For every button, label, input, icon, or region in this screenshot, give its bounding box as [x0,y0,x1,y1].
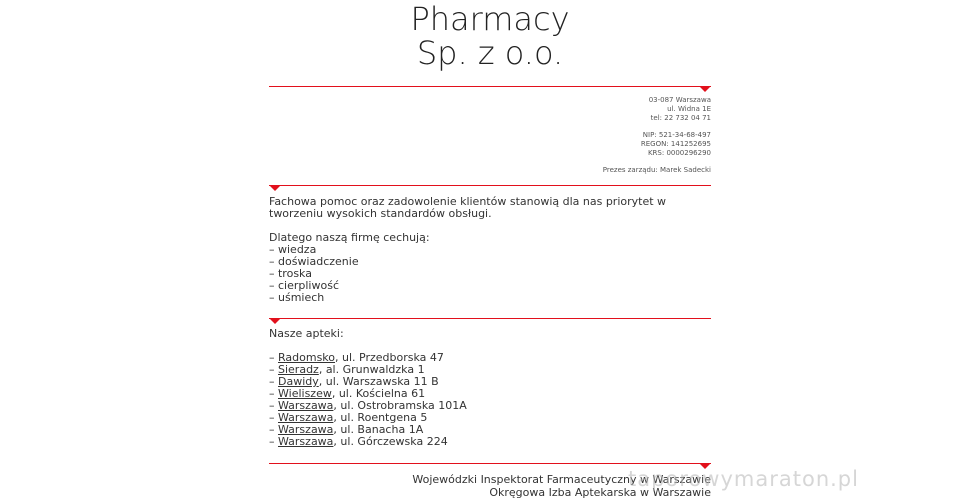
pharmacy-address: , ul. Przedborska 47 [335,351,444,364]
pharmacies-heading: Nasze apteki: [269,327,344,340]
company-name [0,2,980,70]
street-line: ul. Widna 1E [667,105,711,113]
nip-line: NIP: 521-34-68-497 [642,131,711,139]
footer-line: Okręgowa Izba Aptekarska w Warszawie [489,485,711,499]
list-item: – Sieradz, al. Grunwaldzka 1 [269,363,425,376]
contact-block [269,96,711,175]
krs-line: KRS: 0000296290 [647,149,711,157]
divider-pharmacies [269,318,711,319]
pharmacy-address: , ul. Górczewska 224 [333,435,448,448]
divider-arrow-icon [269,185,281,191]
pharmacy-link[interactable]: Warszawa [278,411,334,424]
pharmacy-link[interactable]: Warszawa [278,399,334,412]
regon-line: REGON: 141252695 [640,140,711,148]
pharmacies-section [269,328,711,448]
pharmacy-address: , ul. Warszawska 11 B [318,375,439,388]
address-line: 03-087 Warszawa [648,96,711,104]
divider-about [269,185,711,186]
company-name-line1: Pharmacy [410,0,570,38]
pharmacy-address: , ul. Kościelna 61 [331,387,426,400]
divider-arrow-icon [699,86,711,92]
trait-item: – doświadczenie [269,255,359,268]
phone-line: tel: 22 732 04 71 [650,114,711,122]
divider-top [269,86,711,87]
trait-item: – uśmiech [269,291,325,304]
trait-item: – troska [269,267,312,280]
list-item: – Dawidy, ul. Warszawska 11 B [269,375,439,388]
pharmacy-address: , al. Grunwaldzka 1 [318,363,425,376]
pharmacy-link[interactable]: Warszawa [278,435,334,448]
pharmacy-link[interactable]: Dawidy [278,375,319,388]
footer-line: Wojewódzki Inspektorat Farmaceutyczny w Warszawie [412,473,711,486]
list-item: – Warszawa, ul. Ostrobramska 101A [269,399,467,412]
about-section [269,196,711,304]
divider-arrow-icon [269,318,281,324]
trait-item: – cierpliwość [269,279,339,292]
pharmacy-address: , ul. Banacha 1A [333,423,424,436]
pharmacy-address: , ul. Ostrobramska 101A [333,399,467,412]
pharmacy-link[interactable]: Warszawa [278,423,334,436]
list-item: – Radomsko, ul. Przedborska 47 [269,351,444,364]
president-line: Prezes zarządu: Marek Sadecki [602,166,711,174]
company-name-line2: Sp. z o.o. [416,34,564,72]
pharmacy-address: , ul. Roentgena 5 [333,411,428,424]
watermark: taporowymaraton.pl [628,467,859,491]
about-lead: Dlatego naszą firmę cechują: [269,231,430,244]
about-intro: Fachowa pomoc oraz zadowolenie klientów stanowią dla nas priorytet w tworzeniu wysokich standardów obsługi. [269,195,667,220]
list-item: – Warszawa, ul. Górczewska 224 [269,435,448,448]
list-item: – Warszawa, ul. Roentgena 5 [269,411,428,424]
pharmacy-link[interactable]: Sieradz [278,363,319,376]
divider-footer [269,463,711,464]
pharmacy-link[interactable]: Radomsko [278,351,336,364]
trait-item: – wiedza [269,243,317,256]
pharmacy-link[interactable]: Wieliszew [278,387,332,400]
list-item: – Wieliszew, ul. Kościelna 61 [269,387,426,400]
list-item: – Warszawa, ul. Banacha 1A [269,423,424,436]
